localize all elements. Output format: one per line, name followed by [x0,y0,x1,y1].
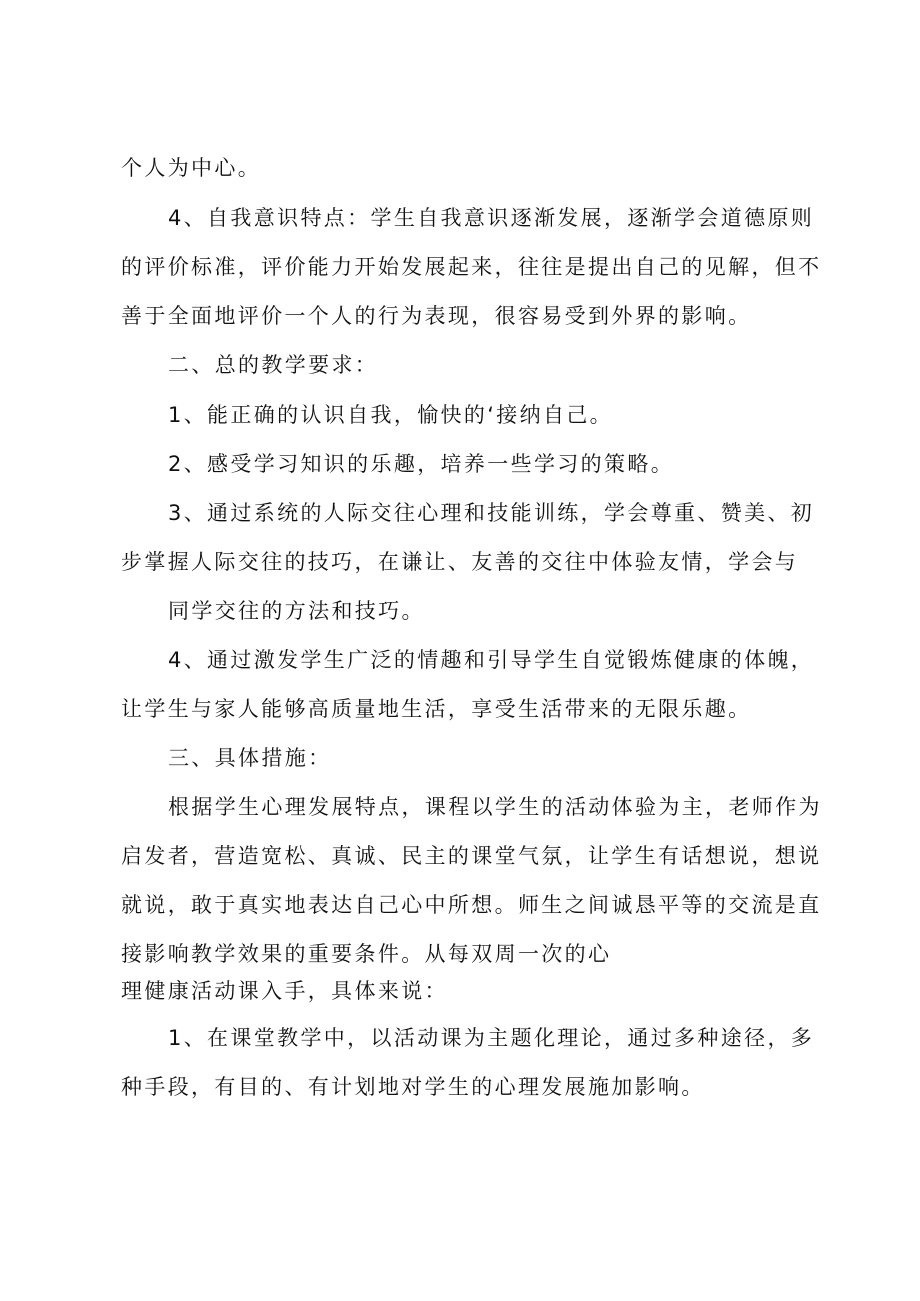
text-line: 就说，敢于真实地表达自己心中所想。师生之间诚恳平等的交流是直 [121,893,822,917]
text-line: 2、感受学习知识的乐趣，培养一些学习的策略。 [168,452,675,476]
text-line: 让学生与家人能够高质量地生活，享受生活带来的无限乐趣。 [121,697,752,721]
text-line: 4、自我意识特点：学生自我意识逐渐发展，逐渐学会道德原则 [168,206,815,230]
text-line: 4、通过激发学生广泛的情趣和引导学生自觉锻炼健康的体魄， [168,648,815,672]
text-line: 的评价标准，评价能力开始发展起来，往往是提出自己的见解，但不 [121,255,822,279]
text-line: 3、通过系统的人际交往心理和技能训练，学会尊重、赞美、初 [168,501,815,525]
text-line: 1、在课堂教学中，以活动课为主题化理论，通过多种途径，多 [168,1026,815,1050]
text-line: 理健康活动课入手，具体来说： [121,979,448,1003]
text-line: 根据学生心理发展特点，课程以学生的活动体验为主，老师作为 [168,795,822,819]
text-line: 接影响教学效果的重要条件。从每双周一次的心 [121,942,612,966]
section-heading: 三、具体措施： [168,746,332,770]
text-line: 同学交往的方法和技巧。 [168,599,425,623]
text-line: 善于全面地评价一个人的行为表现，很容易受到外界的影响。 [121,304,752,328]
text-line: 个人为中心。 [121,156,262,180]
text-line: 步掌握人际交往的技巧，在谦让、友善的交往中体验友情，学会与 [121,550,799,574]
text-line: 种手段，有目的、有计划地对学生的心理发展施加影响。 [121,1075,705,1099]
text-line: 1、能正确的认识自我，愉快的‘接纳自己。 [168,403,614,427]
section-heading: 二、总的教学要求： [168,353,379,377]
text-line: 启发者，营造宽松、真诚、民主的课堂气氛，让学生有话想说，想说 [121,844,822,868]
